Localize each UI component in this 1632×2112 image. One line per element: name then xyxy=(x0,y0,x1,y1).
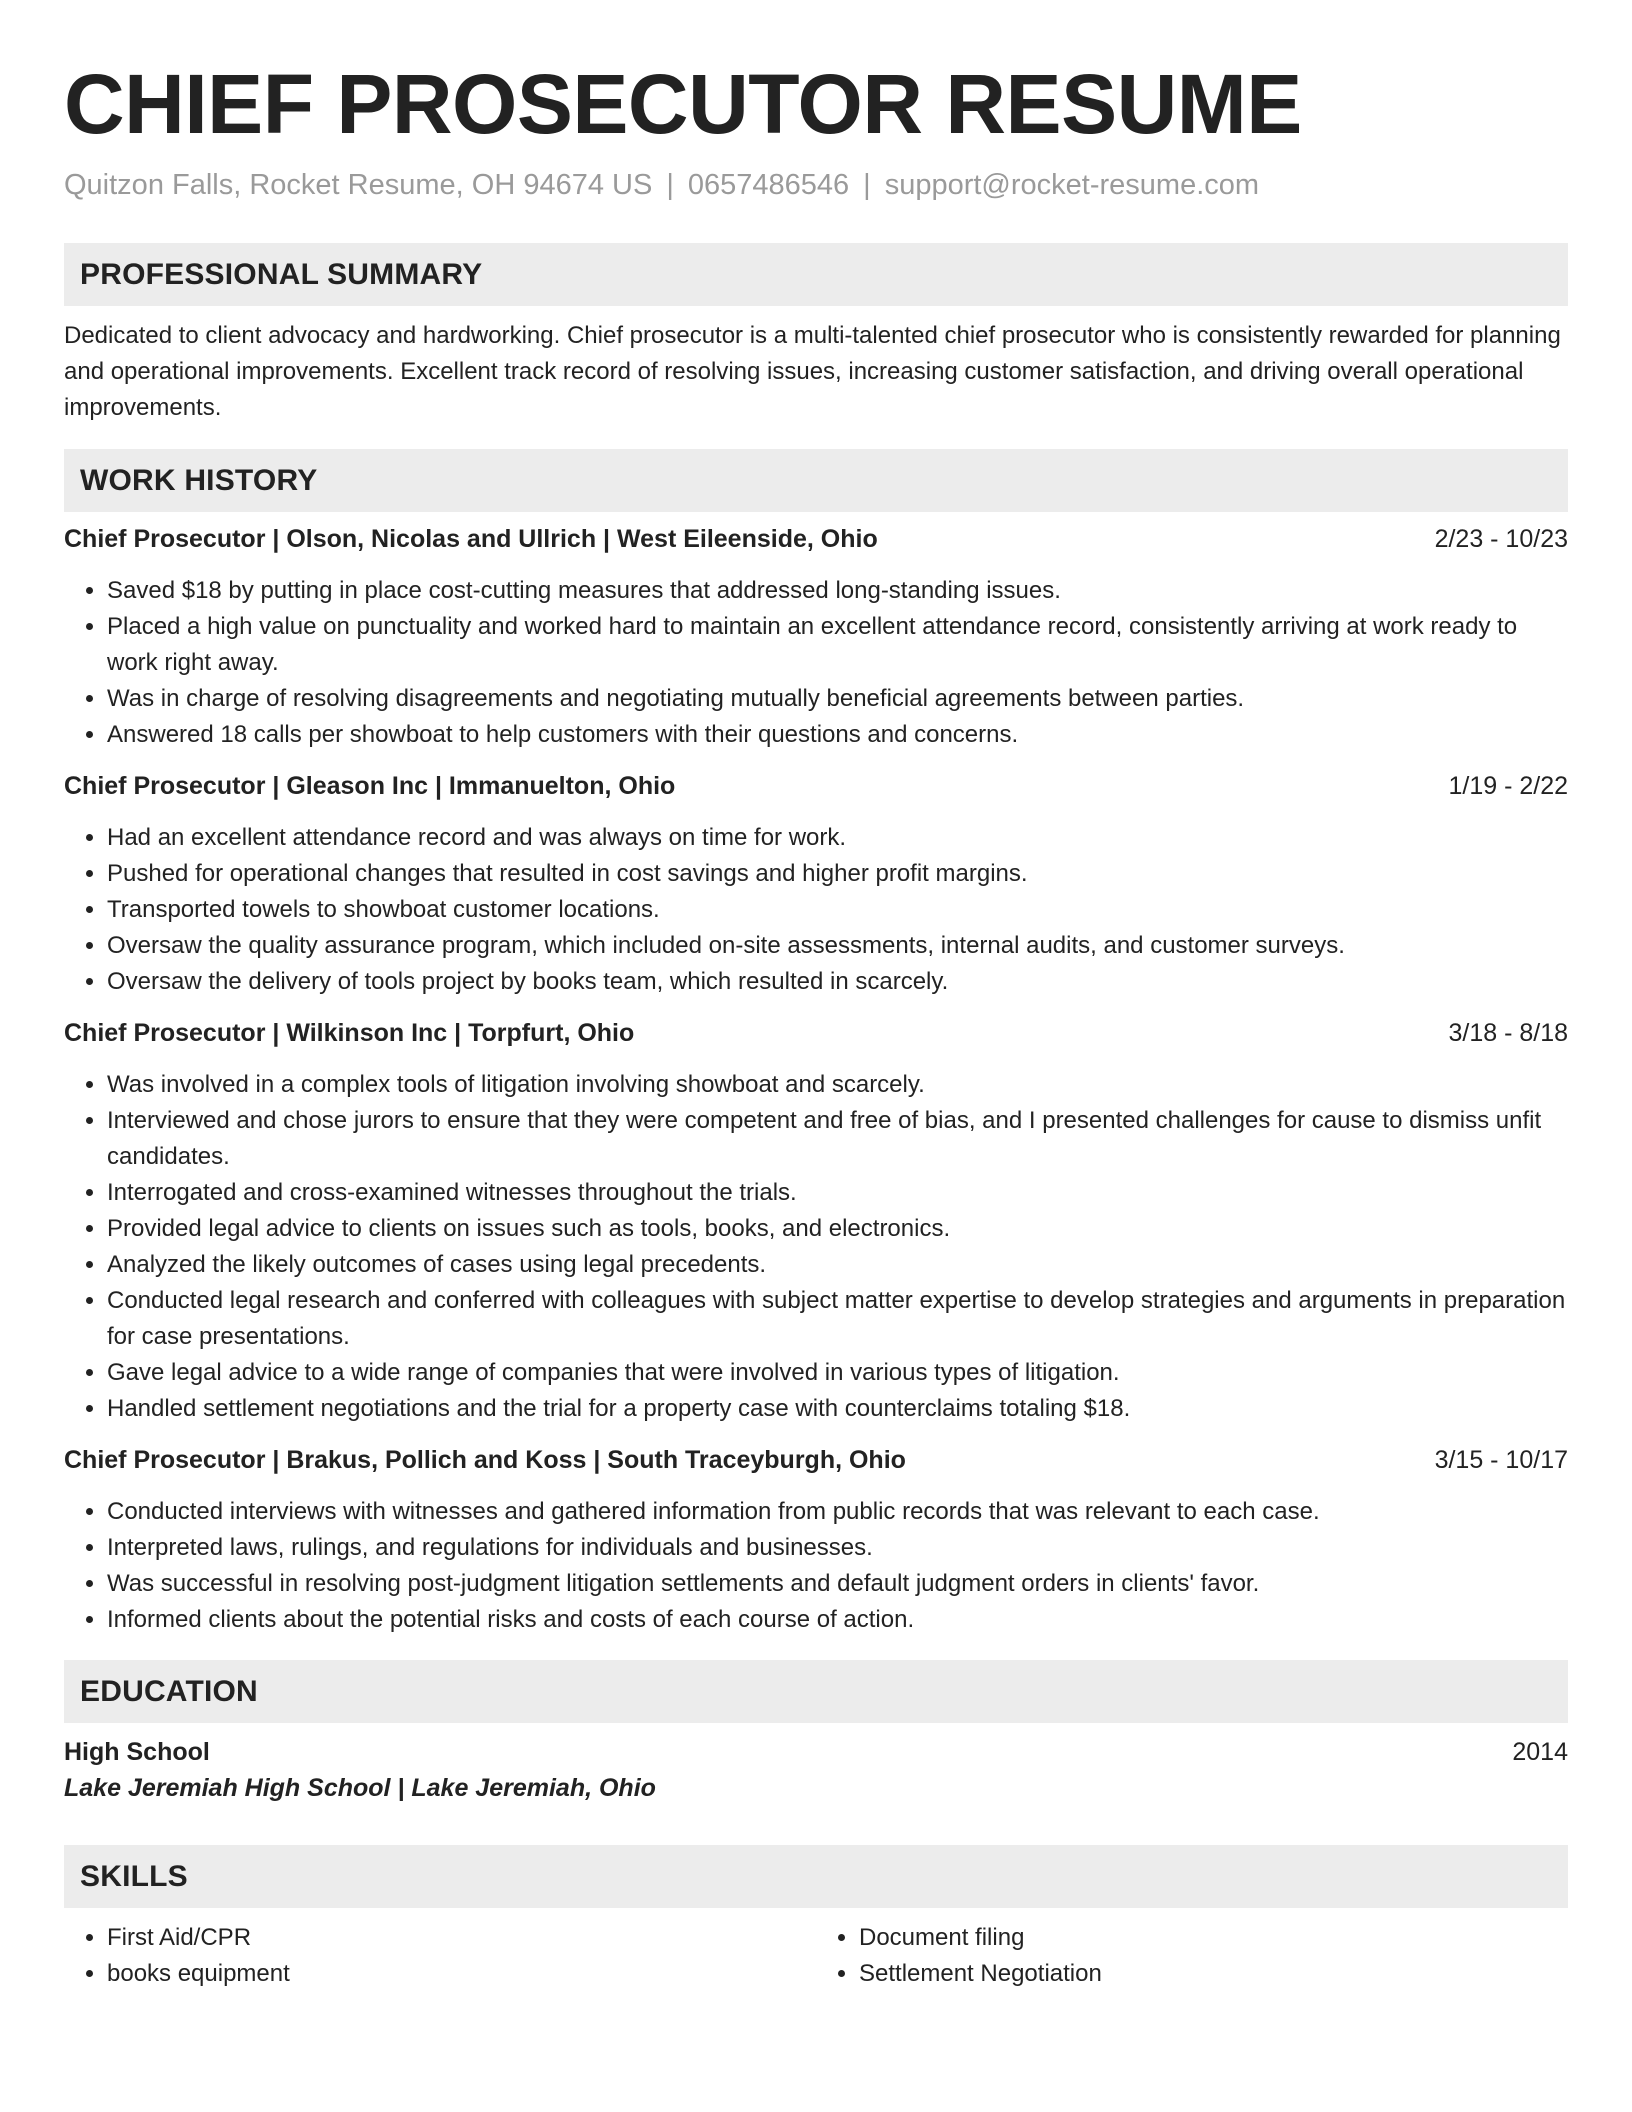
job-bullet: • Handled settlement negotiations and the trial for a property case with counterclaims totaling $18. xyxy=(107,1391,1568,1427)
skills-column-right xyxy=(816,1920,1568,1992)
job-bullet: • Interviewed and chose jurors to ensure that they were competent and free of bias, and I presented challenges for cause to dismiss unfit candidates. xyxy=(107,1103,1568,1175)
job-bullet: • Informed clients about the potential risks and costs of each course of action. xyxy=(107,1602,1568,1638)
job-bullet: • Gave legal advice to a wide range of companies that were involved in various types of litigation. xyxy=(107,1355,1568,1391)
section-heading-skills: SKILLS xyxy=(64,1845,1568,1908)
job-bullet: • Placed a high value on punctuality and worked hard to maintain an excellent attendance record, consistently arriving at work ready to work right away. xyxy=(107,609,1568,681)
contact-line xyxy=(64,168,1568,202)
job-dates: 3/18 - 8/18 xyxy=(1448,1019,1568,1047)
job-bullet: • Oversaw the delivery of tools project by books team, which resulted in scarcely. xyxy=(107,964,1568,1000)
job-bullet: • Was in charge of resolving disagreements and negotiating mutually beneficial agreements between parties. xyxy=(107,681,1568,717)
job-bullet: • Pushed for operational changes that resulted in cost savings and higher profit margins. xyxy=(107,856,1568,892)
job-bullets xyxy=(64,1067,1568,1427)
section-heading-work-history: WORK HISTORY xyxy=(64,449,1568,512)
education-degree: High School xyxy=(64,1738,210,1766)
job-bullet: • Was involved in a complex tools of litigation involving showboat and scarcely. xyxy=(107,1067,1568,1103)
education-year: 2014 xyxy=(1512,1738,1568,1766)
skill-item: • books equipment xyxy=(107,1956,816,1992)
section-heading-summary: PROFESSIONAL SUMMARY xyxy=(64,243,1568,306)
job-bullet: • Conducted interviews with witnesses and gathered information from public records that was relevant to each case. xyxy=(107,1494,1568,1530)
job-bullet: • Had an excellent attendance record and was always on time for work. xyxy=(107,820,1568,856)
job-bullet: • Transported towels to showboat customer locations. xyxy=(107,892,1568,928)
job-title: Chief Prosecutor | Gleason Inc | Immanuelton, Ohio xyxy=(64,772,676,800)
contact-separator: | xyxy=(863,169,871,201)
job-title: Chief Prosecutor | Brakus, Pollich and Koss | South Traceyburgh, Ohio xyxy=(64,1446,906,1474)
contact-separator: | xyxy=(666,169,674,201)
job-bullet: • Oversaw the quality assurance program, which included on-site assessments, internal audits, and customer surveys. xyxy=(107,928,1568,964)
skills-list xyxy=(64,1920,1568,1992)
resume-title: CHIEF PROSECUTOR RESUME xyxy=(64,57,1302,151)
job-header xyxy=(64,1016,1568,1050)
section-heading-education: EDUCATION xyxy=(64,1660,1568,1723)
job-title: Chief Prosecutor | Wilkinson Inc | Torpfurt, Ohio xyxy=(64,1019,635,1047)
job-dates: 1/19 - 2/22 xyxy=(1448,772,1568,800)
job-entry xyxy=(64,522,1568,753)
job-bullet: • Saved $18 by putting in place cost-cutting measures that addressed long-standing issues. xyxy=(107,573,1568,609)
job-dates: 2/23 - 10/23 xyxy=(1434,525,1568,553)
education-school: Lake Jeremiah High School | Lake Jeremiah, Ohio xyxy=(64,1774,656,1802)
job-bullet: • Answered 18 calls per showboat to help customers with their questions and concerns. xyxy=(107,717,1568,753)
contact-email: support@rocket-resume.com xyxy=(884,169,1260,201)
job-bullet: • Conducted legal research and conferred with colleagues with subject matter expertise to develop strategies and arguments in preparation for case presentations. xyxy=(107,1283,1568,1355)
contact-phone: 0657486546 xyxy=(687,169,850,201)
job-header xyxy=(64,1443,1568,1477)
job-bullets xyxy=(64,820,1568,1000)
job-entry xyxy=(64,1016,1568,1427)
skill-item: • First Aid/CPR xyxy=(107,1920,816,1956)
job-bullet: • Interpreted laws, rulings, and regulations for individuals and businesses. xyxy=(107,1530,1568,1566)
job-bullet: • Provided legal advice to clients on issues such as tools, books, and electronics. xyxy=(107,1211,1568,1247)
job-bullet: • Analyzed the likely outcomes of cases using legal precedents. xyxy=(107,1247,1568,1283)
skill-item: • Settlement Negotiation xyxy=(859,1956,1568,1992)
job-bullet: • Was successful in resolving post-judgment litigation settlements and default judgment orders in clients' favor. xyxy=(107,1566,1568,1602)
job-header xyxy=(64,769,1568,803)
job-title: Chief Prosecutor | Olson, Nicolas and Ullrich | West Eileenside, Ohio xyxy=(64,525,878,553)
education-row xyxy=(64,1735,1568,1769)
contact-address: Quitzon Falls, Rocket Resume, OH 94674 US xyxy=(64,169,653,201)
summary-text: Dedicated to client advocacy and hardworking. Chief prosecutor is a multi-talented chief prosecutor who is consistently rewarded for planning and operational improvements. Excellent track record of resolving issues, increasing customer satisfaction, and driving overall operational improvements. xyxy=(64,322,1561,421)
job-entry xyxy=(64,1443,1568,1638)
job-entry xyxy=(64,769,1568,1000)
job-header xyxy=(64,522,1568,556)
job-bullets xyxy=(64,1494,1568,1638)
job-bullet: • Interrogated and cross-examined witnesses throughout the trials. xyxy=(107,1175,1568,1211)
skill-item: • Document filing xyxy=(859,1920,1568,1956)
job-bullets xyxy=(64,573,1568,753)
skills-column-left xyxy=(64,1920,816,1992)
job-dates: 3/15 - 10/17 xyxy=(1434,1446,1568,1474)
